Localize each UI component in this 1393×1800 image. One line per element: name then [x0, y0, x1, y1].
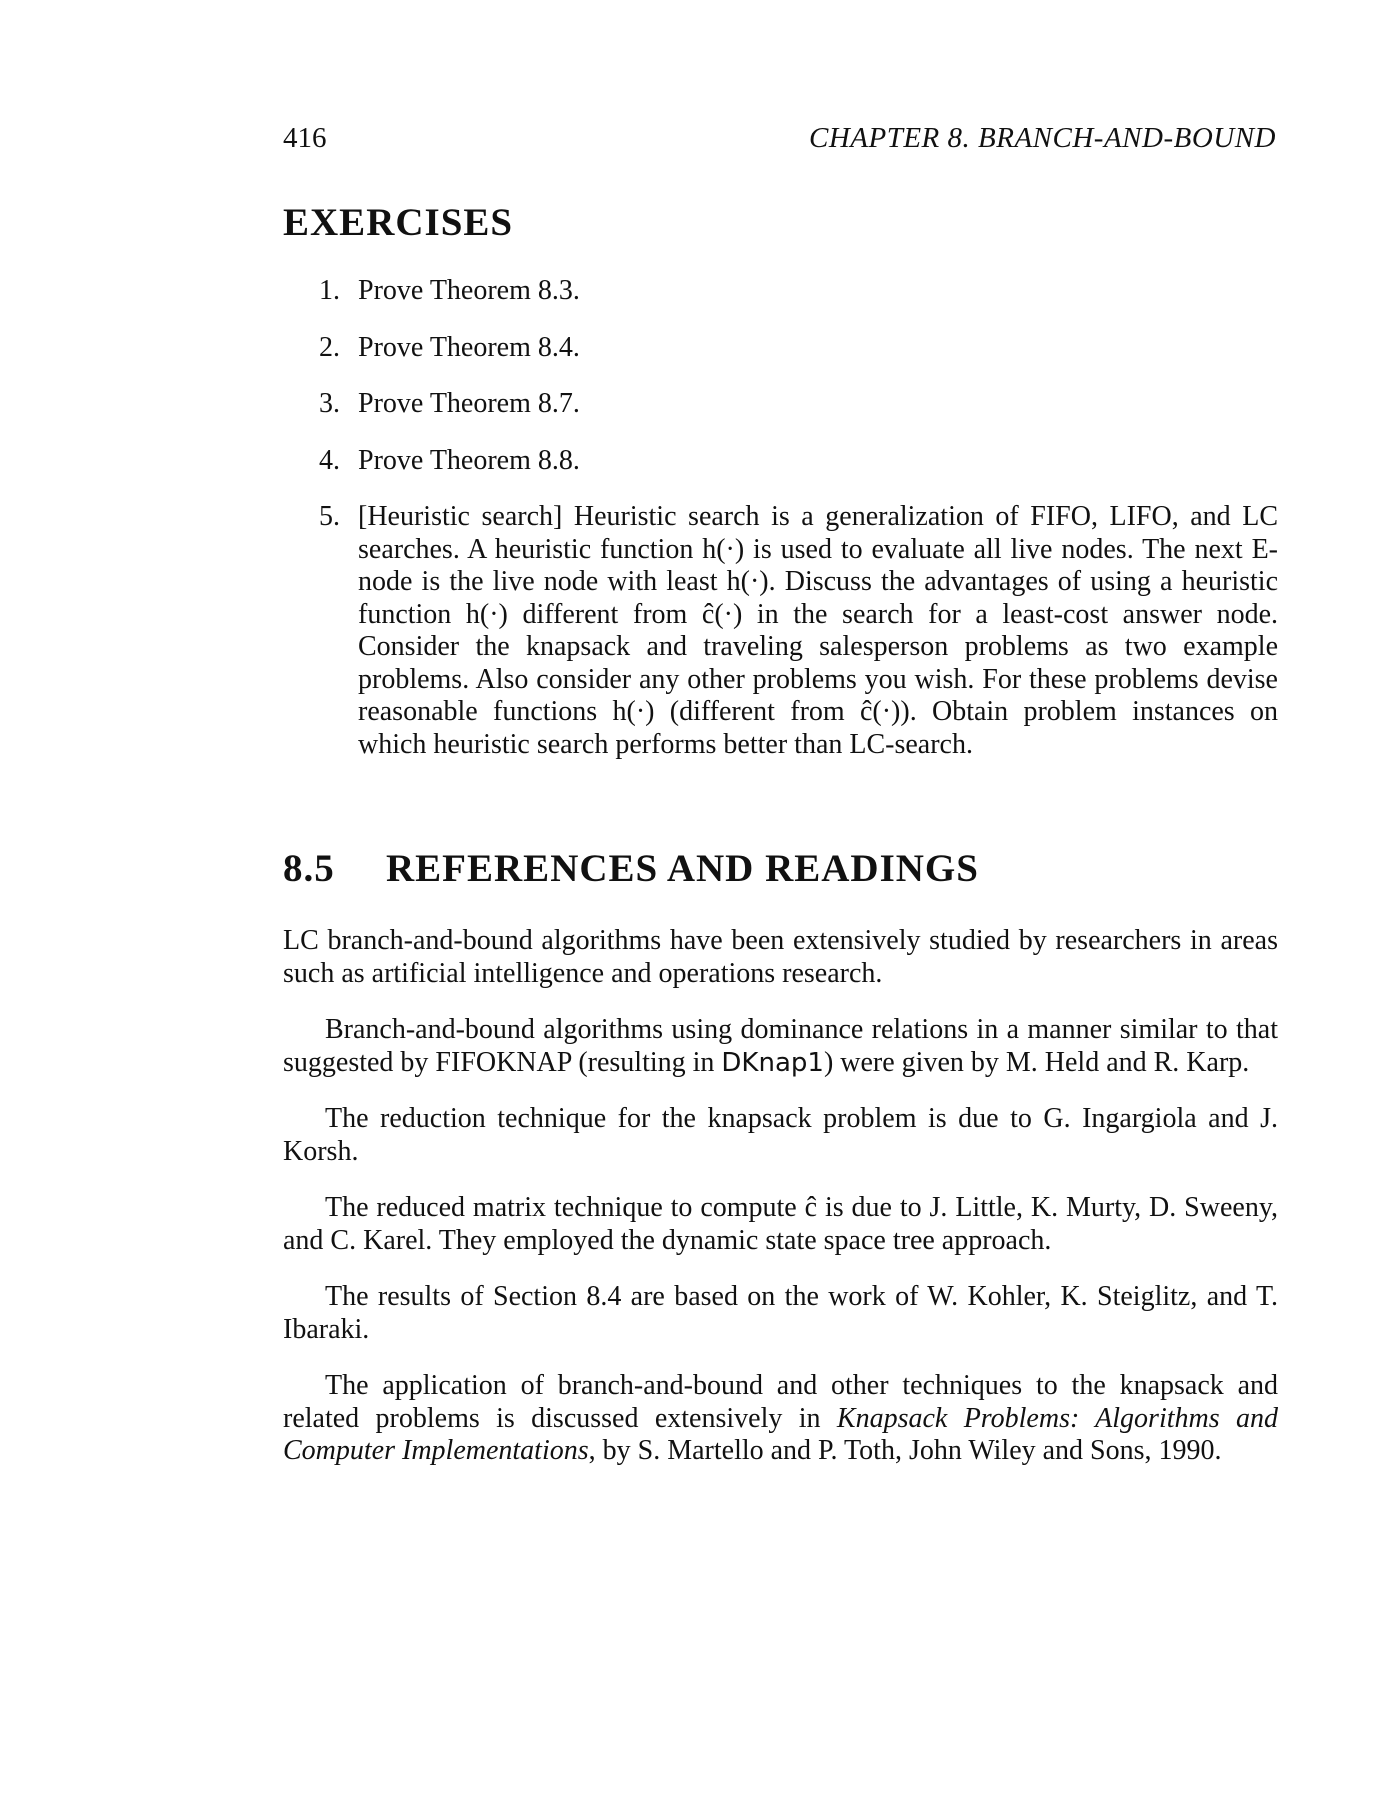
paragraph [283, 1014, 1278, 1079]
section-number: 8.5 [283, 847, 335, 890]
exercise-list [283, 275, 1278, 785]
exercise-item [283, 501, 1278, 761]
algorithm-name: DKnap1 [721, 1047, 824, 1078]
book-title: Knapsack Problems: Algorithms and Computer Implementations [283, 1402, 1278, 1466]
exercises-heading: EXERCISES [283, 201, 514, 244]
exercise-number: 1. [319, 275, 340, 306]
exercise-item [283, 275, 1278, 308]
exercise-text: Prove Theorem 8.3. [358, 275, 580, 306]
exercise-text: [Heuristic search] Heuristic search is a generalization of FIFO, LIFO, and LC searches. A heuristic function h(·) is used to evaluate all live nodes. The next E-node is the live node with least h(·). Discuss the advantages of using a heuristic function h(·) different from ĉ(·) in the search for a least-cost answer node. Consider the knapsack and traveling salesperson problems as two example problems. Also consider any other problems you wish. For these problems devise reasonable functions h(·) (different from ĉ(·)). Obtain problem instances on which heuristic search performs better than LC-search. [358, 501, 1278, 760]
paragraph: The reduction technique for the knapsack problem is due to G. Ingargiola and J. Korsh. [283, 1103, 1278, 1167]
section-title: REFERENCES AND READINGS [386, 847, 979, 890]
paragraph: LC branch-and-bound algorithms have been extensively studied by researchers in areas such as artificial intelligence and operations research. [283, 925, 1278, 989]
exercise-text: Prove Theorem 8.4. [358, 331, 580, 363]
exercise-number: 4. [319, 444, 340, 476]
paragraph [283, 1370, 1278, 1468]
chapter-title: CHAPTER 8. BRANCH-AND-BOUND [809, 122, 1276, 154]
paragraph-text: ) were given by M. Held and R. Karp. [823, 1046, 1250, 1078]
exercise-text: Prove Theorem 8.7. [358, 388, 580, 419]
exercise-item [283, 388, 1278, 421]
exercise-item [283, 445, 1278, 478]
paragraph-text: Branch-and-bound algorithms using dominance relations in a manner similar to that suggested by FIFOKNAP (resulting in [283, 1014, 1278, 1078]
paragraph: The results of Section 8.4 are based on the work of W. Kohler, K. Steiglitz, and T. Ibaraki. [283, 1281, 1278, 1345]
exercise-text: Prove Theorem 8.8. [358, 444, 580, 476]
references-body [283, 925, 1278, 1492]
paragraph-text: The application of branch-and-bound and other techniques to the knapsack and related problems is discussed extensively in [283, 1370, 1278, 1434]
section-heading [283, 846, 1278, 891]
exercise-number: 2. [319, 331, 340, 363]
paragraph-text: , by S. Martello and P. Toth, John Wiley and Sons, 1990. [588, 1435, 1222, 1466]
exercise-number: 5. [319, 501, 340, 532]
exercise-item [283, 332, 1278, 365]
exercise-number: 3. [319, 388, 340, 419]
paragraph: The reduced matrix technique to compute ĉ is due to J. Little, K. Murty, D. Sweeny, and C. Karel. They employed the dynamic state space tree approach. [283, 1192, 1278, 1256]
page-number: 416 [283, 122, 327, 154]
